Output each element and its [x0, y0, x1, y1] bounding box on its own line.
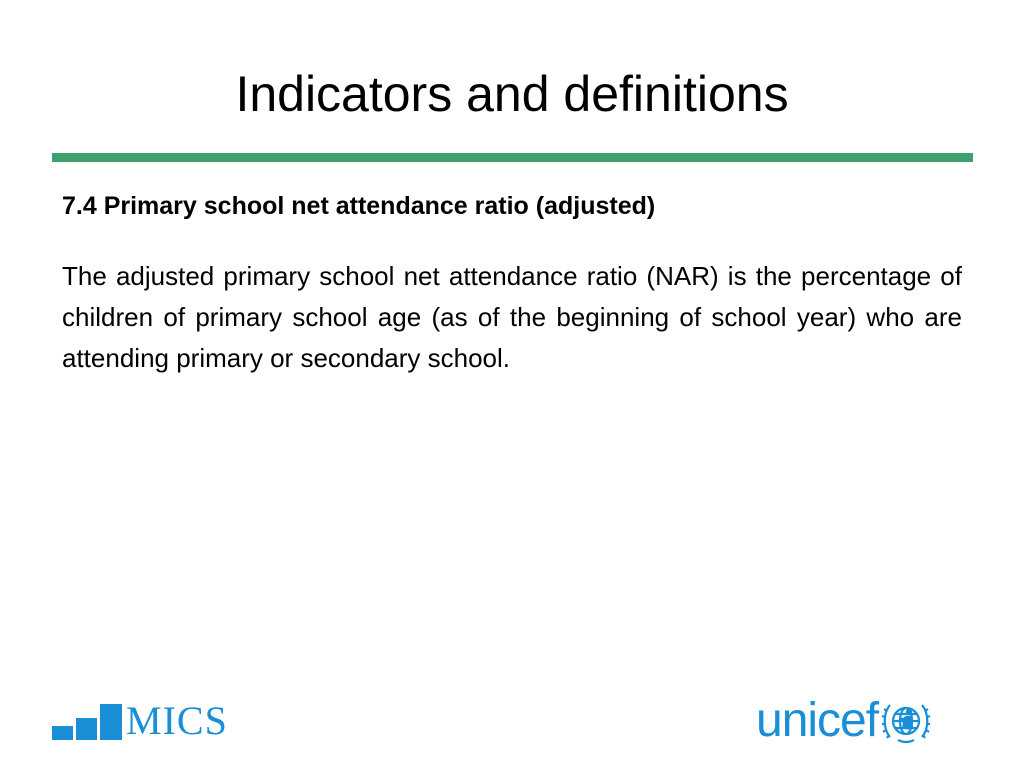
definition-text: The adjusted primary school net attendance ratio (NAR) is the percentage of children of primary school age (as of the beginning of school year) who are attending primary or secondary school. — [62, 261, 962, 373]
title-divider — [52, 153, 973, 162]
mics-logo-text: MICS — [126, 698, 228, 743]
mics-bar-medium — [76, 718, 97, 740]
unicef-emblem-icon — [880, 697, 932, 745]
mics-bars-icon — [52, 702, 122, 740]
unicef-logo-text: unicef — [756, 694, 879, 747]
mics-bar-small — [52, 726, 73, 740]
mics-bar-large — [100, 704, 122, 740]
slide-content — [62, 188, 962, 379]
unicef-logo — [756, 696, 978, 746]
mics-logo — [52, 698, 242, 743]
section-heading: 7.4 Primary school net attendance ratio (adjusted) — [62, 192, 656, 220]
slide-title: Indicators and definitions — [235, 66, 789, 122]
